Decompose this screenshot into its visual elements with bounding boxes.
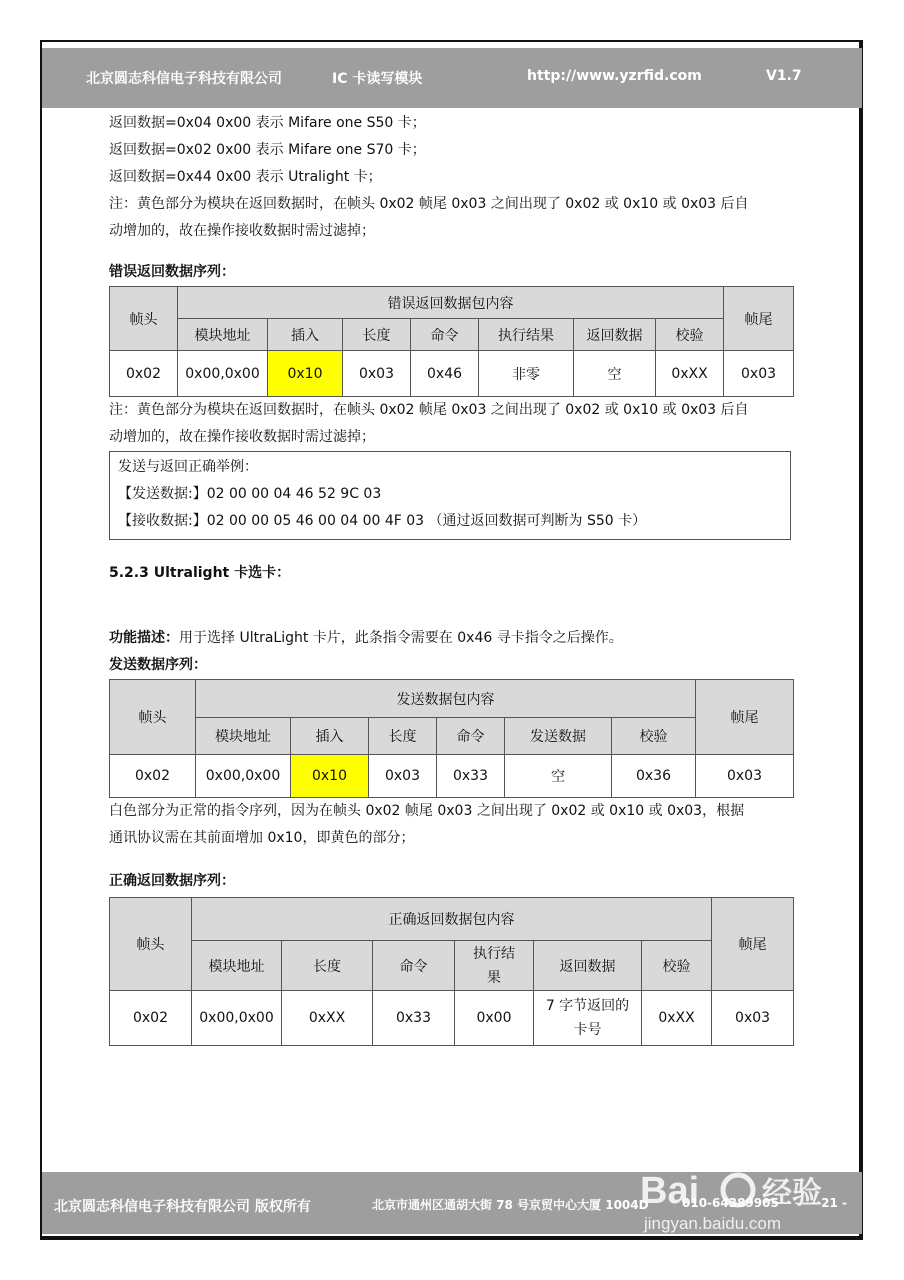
error-th-group: 错误返回数据包内容 xyxy=(178,287,724,319)
error-th-col: 模块地址 xyxy=(178,319,268,351)
example-recv: 【接收数据:】02 00 00 05 46 00 04 00 4F 03 （通过返回数据可判断为 S50 卡） xyxy=(118,513,647,529)
example-send: 【发送数据:】02 00 00 04 46 52 9C 03 xyxy=(118,486,382,502)
ok-th-col: 执行结 果 xyxy=(455,941,534,991)
page-content xyxy=(109,110,799,1046)
table-cell: 0xXX xyxy=(656,351,724,397)
ok-th-col: 校验 xyxy=(642,941,712,991)
error-th-col: 返回数据 xyxy=(574,319,656,351)
footer-copyright: 北京圆志科信电子科技有限公司 版权所有 xyxy=(54,1199,311,1215)
error-note-line: 注：黄色部分为模块在返回数据时，在帧头 0x02 帧尾 0x03 之间出现了 0x02 或 0x10 或 0x03 后自 xyxy=(109,402,749,418)
error-th-col: 校验 xyxy=(656,319,724,351)
error-th-col: 插入 xyxy=(268,319,343,351)
function-description xyxy=(109,625,799,652)
error-note-line: 动增加的，故在操作接收数据时需过滤掉； xyxy=(109,429,375,445)
send-note-line: 白色部分为正常的指令序列，因为在帧头 0x02 帧尾 0x03 之间出现了 0x02 或 0x10 或 0x03，根据 xyxy=(109,803,745,819)
error-th-tail: 帧尾 xyxy=(724,287,794,351)
error-th-col: 长度 xyxy=(343,319,411,351)
send-th-col: 模块地址 xyxy=(196,718,291,755)
send-th-col: 校验 xyxy=(612,718,696,755)
table-cell: 0x36 xyxy=(612,755,696,798)
table-cell: 0x03 xyxy=(696,755,794,798)
send-th-head: 帧头 xyxy=(110,680,196,755)
send-section-title: 发送数据序列： xyxy=(109,657,207,673)
header-module: IC 卡读写模块 xyxy=(332,71,423,87)
table-cell: 0xXX xyxy=(642,991,712,1046)
send-th-tail: 帧尾 xyxy=(696,680,794,755)
table-cell: 非零 xyxy=(479,351,574,397)
footer-address: 北京市通州区通胡大街 78 号京贸中心大厦 1004D xyxy=(372,1198,649,1212)
intro-line: 返回数据=0x04 0x00 表示 Mifare one S50 卡； xyxy=(109,115,426,131)
table-cell: 0x33 xyxy=(437,755,505,798)
example-title: 发送与返回正确举例： xyxy=(118,459,258,475)
table-cell: 0x03 xyxy=(343,351,411,397)
send-th-group: 发送数据包内容 xyxy=(196,680,696,718)
header-version: V1.7 xyxy=(766,68,802,84)
table-row xyxy=(110,755,794,798)
table-cell: 0x02 xyxy=(110,991,192,1046)
table-cell: 0x03 xyxy=(369,755,437,798)
table-cell: 空 xyxy=(574,351,656,397)
intro-line: 返回数据=0x02 0x00 表示 Mifare one S70 卡； xyxy=(109,142,426,158)
table-row xyxy=(110,351,794,397)
page-header xyxy=(42,48,862,108)
paw-body-icon xyxy=(723,1175,753,1205)
send-th-col: 长度 xyxy=(369,718,437,755)
header-url: http://www.yzrfid.com xyxy=(527,68,702,84)
header-company: 北京圆志科信电子科技有限公司 xyxy=(86,71,282,87)
function-text: 用于选择 UltraLight 卡片，此条指令需要在 0x46 寻卡指令之后操作。 xyxy=(179,630,623,646)
ok-th-col: 模块地址 xyxy=(192,941,282,991)
table-cell: 0x33 xyxy=(373,991,455,1046)
error-return-table xyxy=(109,286,794,397)
table-cell: 0x00,0x00 xyxy=(178,351,268,397)
table-cell: 0x02 xyxy=(110,755,196,798)
footer-phone: 010-64389905 xyxy=(682,1196,779,1210)
watermark-site: jingyan.baidu.com xyxy=(644,1214,782,1233)
function-label: 功能描述： xyxy=(109,630,179,646)
send-th-col: 发送数据 xyxy=(505,718,612,755)
ok-th-col: 长度 xyxy=(282,941,373,991)
intro-note-line: 注：黄色部分为模块在返回数据时，在帧头 0x02 帧尾 0x03 之间出现了 0x02 或 0x10 或 0x03 后自 xyxy=(109,196,749,212)
paw-icon xyxy=(718,1145,762,1165)
table-cell: 7 字节返回的 卡号 xyxy=(534,991,642,1046)
ok-th-group: 正确返回数据包内容 xyxy=(192,898,712,941)
ok-th-head: 帧头 xyxy=(110,898,192,991)
watermark-brand: Bai xyxy=(640,1170,700,1212)
example-box xyxy=(109,451,791,540)
intro-line: 返回数据=0x44 0x00 表示 Utralight 卡； xyxy=(109,169,382,185)
table-cell: 0x03 xyxy=(712,991,794,1046)
send-table xyxy=(109,679,794,798)
table-cell: 空 xyxy=(505,755,612,798)
table-cell: 0x00,0x00 xyxy=(192,991,282,1046)
table-cell: 0x02 xyxy=(110,351,178,397)
ok-section-title: 正确返回数据序列： xyxy=(109,873,235,889)
table-cell: 0x46 xyxy=(411,351,479,397)
ok-th-col: 命令 xyxy=(373,941,455,991)
send-th-col: 插入 xyxy=(291,718,369,755)
footer-page-number: - 21 - xyxy=(812,1196,848,1210)
table-cell: 0xXX xyxy=(282,991,373,1046)
send-note-line: 通讯协议需在其前面增加 0x10，即黄色的部分； xyxy=(109,830,415,846)
send-th-col: 命令 xyxy=(437,718,505,755)
baidu-watermark-logo xyxy=(640,1145,860,1235)
table-cell-inserted: 0x10 xyxy=(268,351,343,397)
intro-note-line: 动增加的，故在操作接收数据时需过滤掉； xyxy=(109,223,375,239)
ok-th-tail: 帧尾 xyxy=(712,898,794,991)
table-cell-inserted: 0x10 xyxy=(291,755,369,798)
table-row xyxy=(110,991,794,1046)
section-title: 5.2.3 Ultralight 卡选卡： xyxy=(109,565,291,581)
ok-th-col: 返回数据 xyxy=(534,941,642,991)
error-th-head: 帧头 xyxy=(110,287,178,351)
table-cell: 0x00 xyxy=(455,991,534,1046)
table-cell: 0x00,0x00 xyxy=(196,755,291,798)
ok-return-table xyxy=(109,897,794,1046)
error-th-col: 执行结果 xyxy=(479,319,574,351)
error-section-title: 错误返回数据序列： xyxy=(109,264,235,280)
error-th-col: 命令 xyxy=(411,319,479,351)
watermark-brand-cn: 经验 xyxy=(762,1176,822,1211)
table-cell: 0x03 xyxy=(724,351,794,397)
